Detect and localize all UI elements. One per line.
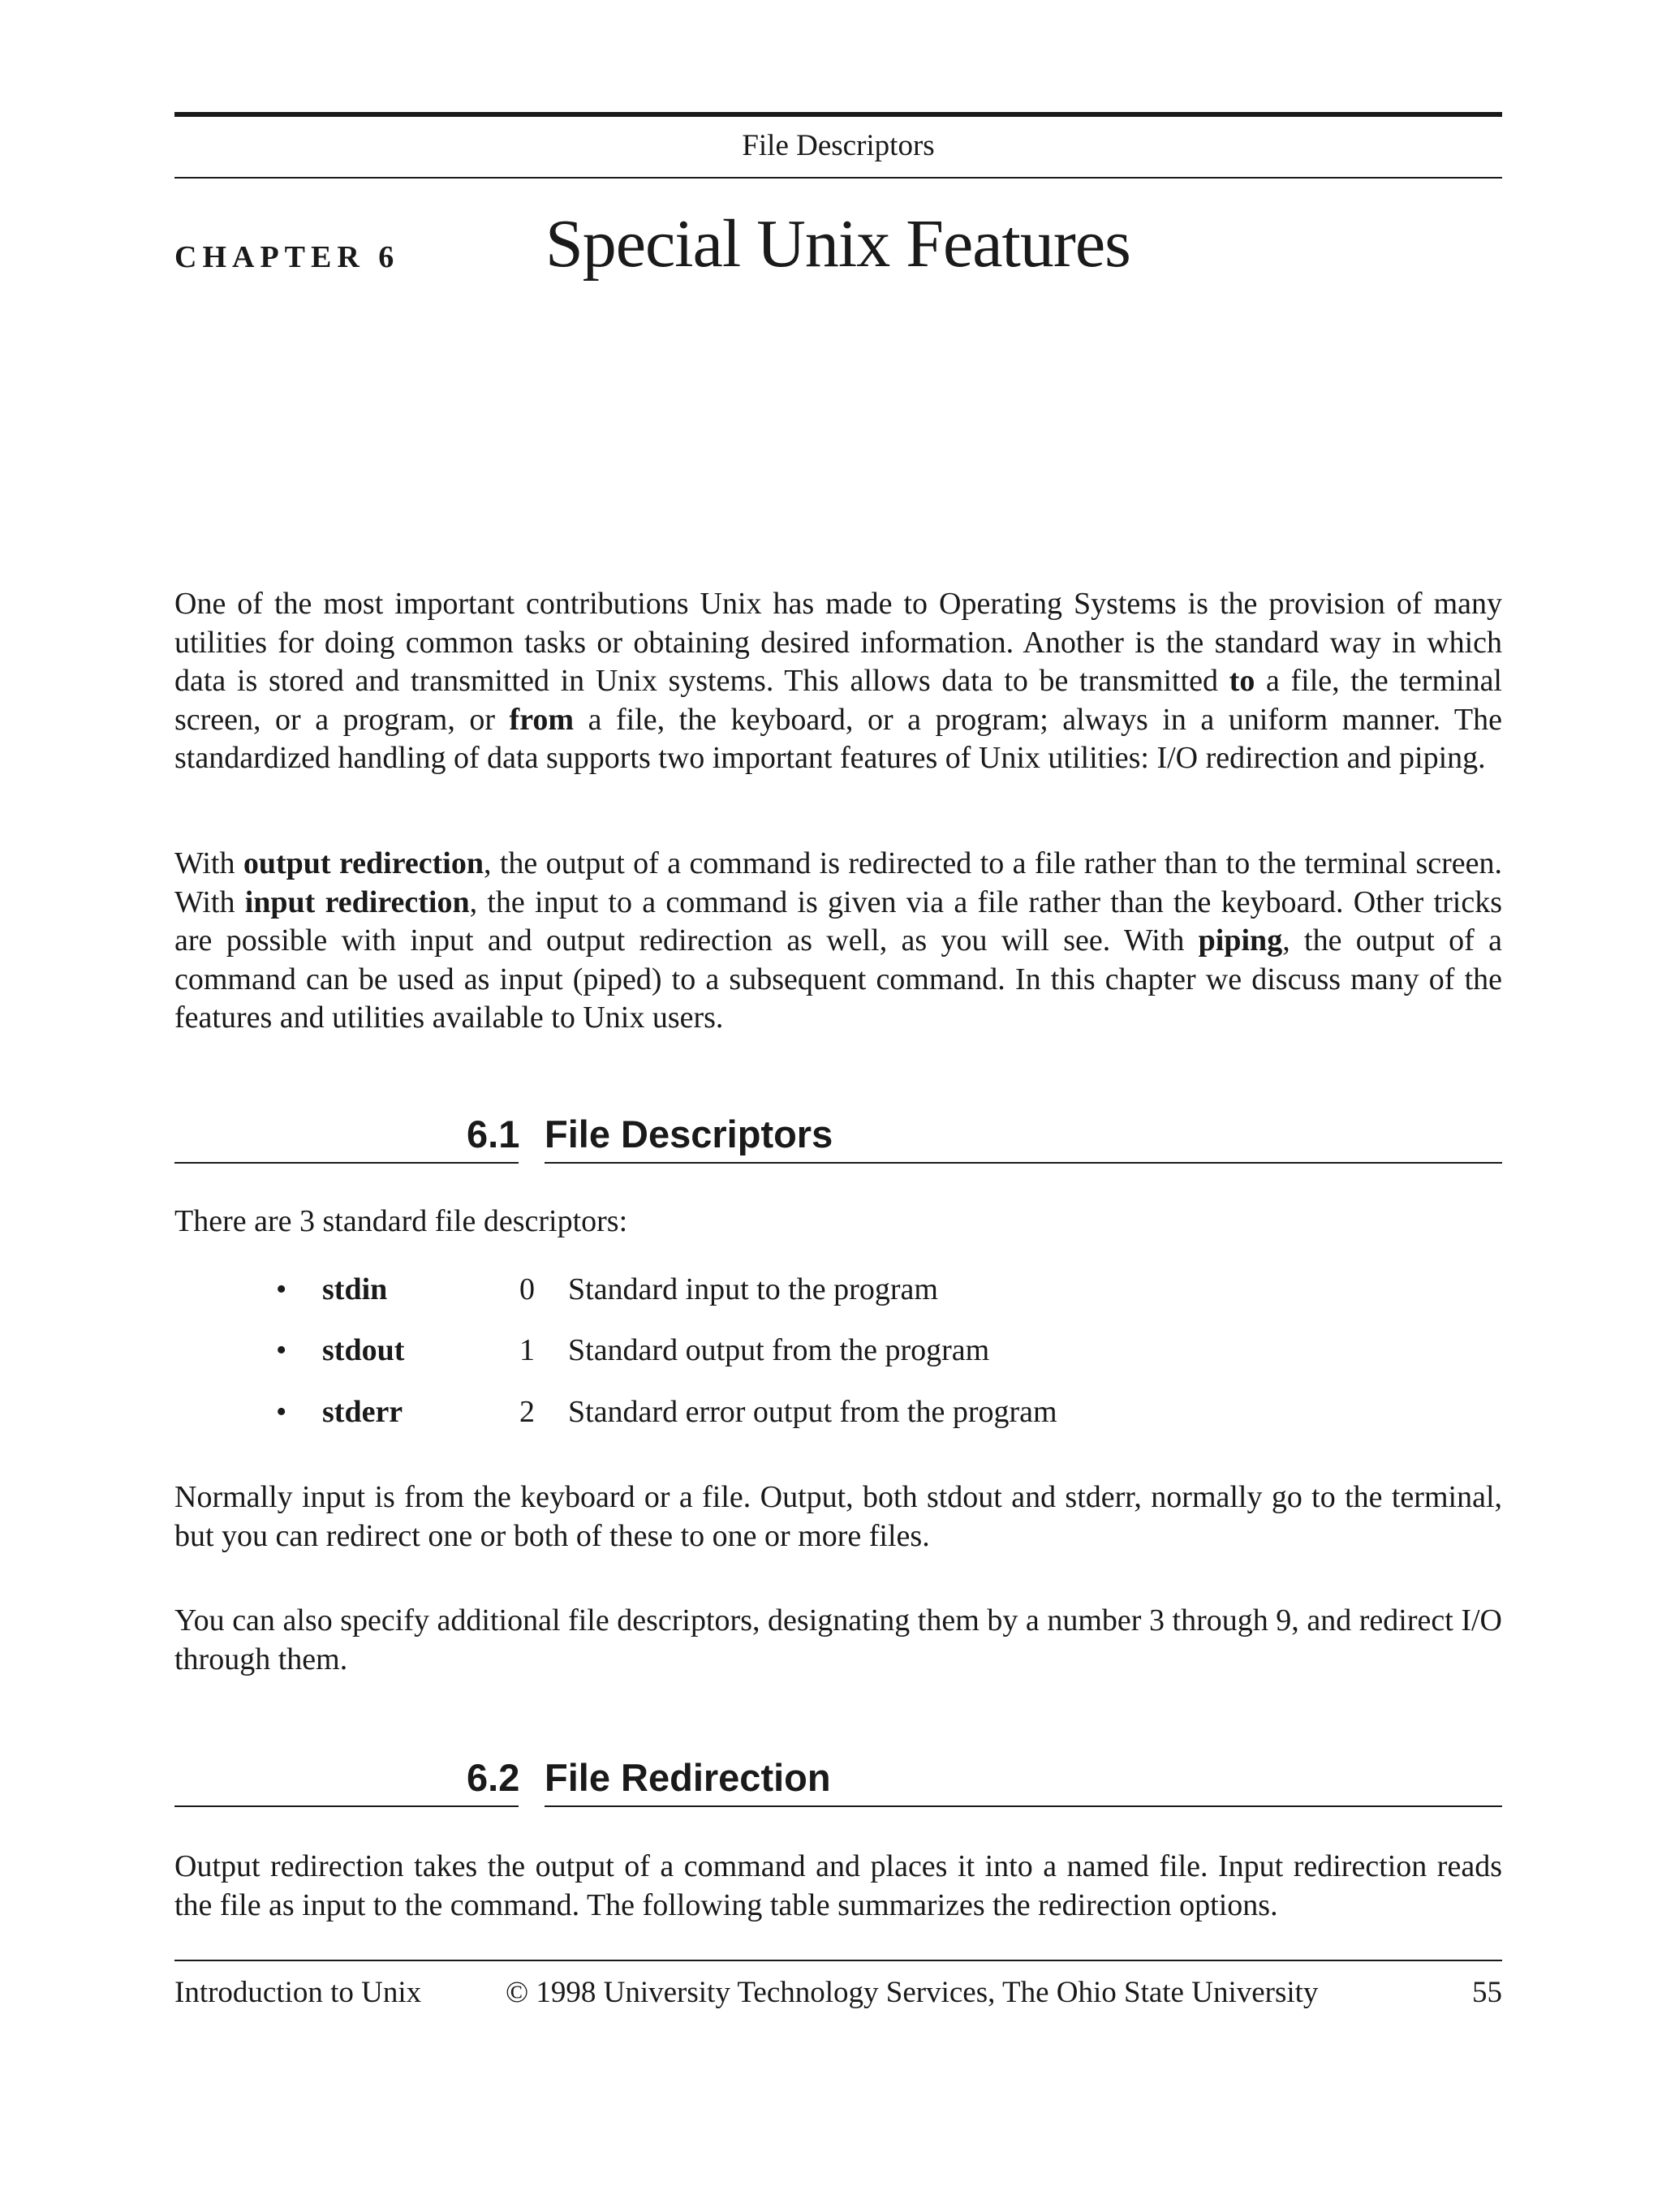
bullet: • [276,1333,287,1367]
intro-paragraph-2 [174,845,1502,1038]
list-item [0,1394,1662,1443]
list-item [0,1272,1662,1320]
text-run: With [174,846,243,880]
footer-rule [174,1960,1502,1961]
header-top-rule [174,112,1502,117]
section-title: File Redirection [545,1756,831,1799]
chapter-title: Special Unix Features [545,206,1130,282]
section-rule-left [174,1805,519,1807]
bold-term: input redirection [244,884,470,919]
paragraph-normally: Normally input is from the keyboard or a file. Output, both stdout and stderr, normally go to the terminal, but you can redirect one or both of these to one or more files. [174,1480,1502,1553]
section-number: 6.1 [467,1112,520,1155]
descriptor-description: Standard input to the program [568,1272,938,1306]
section-rule-right [545,1805,1502,1807]
section-title: File Descriptors [545,1112,833,1155]
section-number: 6.2 [467,1756,520,1799]
descriptor-name: stderr [322,1395,403,1429]
bold-term: from [509,702,575,737]
bold-term: to [1229,664,1255,698]
footer-copyright: © 1998 University Technology Services, The Ohio State University [506,1976,1319,2009]
header-bottom-rule [174,177,1502,179]
bullet: • [276,1272,287,1306]
bold-term: output redirection [243,846,484,880]
section-rule-right [545,1162,1502,1164]
text-run: , the input to a command is given via a file rather than the keyboard. Other tricks are possible with input and output redirection as well, as you will see. With [174,884,1502,958]
footer-left: Introduction to Unix [174,1976,422,2009]
text-run: One of the most important contributions Unix has made to Operating Systems is the provision of many utilities for doing common tasks or obtaining desired information. Another is the standard way in which data is stored and transmitted in Unix systems. This allows data to be transmitted [174,587,1502,698]
section-heading-6-2 [0,1755,1662,1812]
descriptor-description: Standard output from the program [568,1333,990,1367]
descriptors-lead: There are 3 standard file descriptors: [174,1204,628,1238]
descriptor-name: stdin [322,1272,388,1306]
intro-paragraph-1 [174,585,1502,778]
descriptor-number: 2 [519,1395,535,1429]
text-run: , the output of a command can be used as input (piped) to a subsequent command. In this chapter we discuss many of the features and utilities available to Unix users. [174,923,1503,1035]
text-run: , the output of a command is redirected to a file rather than to the terminal screen. With [174,846,1502,919]
descriptor-number: 1 [519,1333,535,1367]
paragraph-redirection: Output redirection takes the output of a command and places it into a named file. Input redirection reads the file as input to the command. The following table summarizes the redirection options. [174,1849,1502,1922]
descriptor-description: Standard error output from the program [568,1395,1057,1429]
descriptor-number: 0 [519,1272,535,1306]
section-heading-6-1 [0,1112,1662,1168]
text-run: a file, the terminal screen, or a program, or [174,664,1502,737]
descriptor-name: stdout [322,1333,405,1367]
page-number: 55 [1472,1976,1502,2009]
bullet: • [276,1395,287,1429]
list-item [0,1332,1662,1381]
chapter-label: CHAPTER 6 [174,240,400,274]
bold-term: piping [1198,923,1283,958]
section-rule-left [174,1162,519,1164]
text-run: a file, the keyboard, or a program; always in a uniform manner. The standardized handling of data supports two important features of Unix utilities: I/O redirection and piping. [174,702,1503,775]
paragraph-additional: You can also specify additional file descriptors, designating them by a number 3 through 9, and redirect I/O through them. [174,1603,1502,1676]
running-header: File Descriptors [742,129,935,162]
